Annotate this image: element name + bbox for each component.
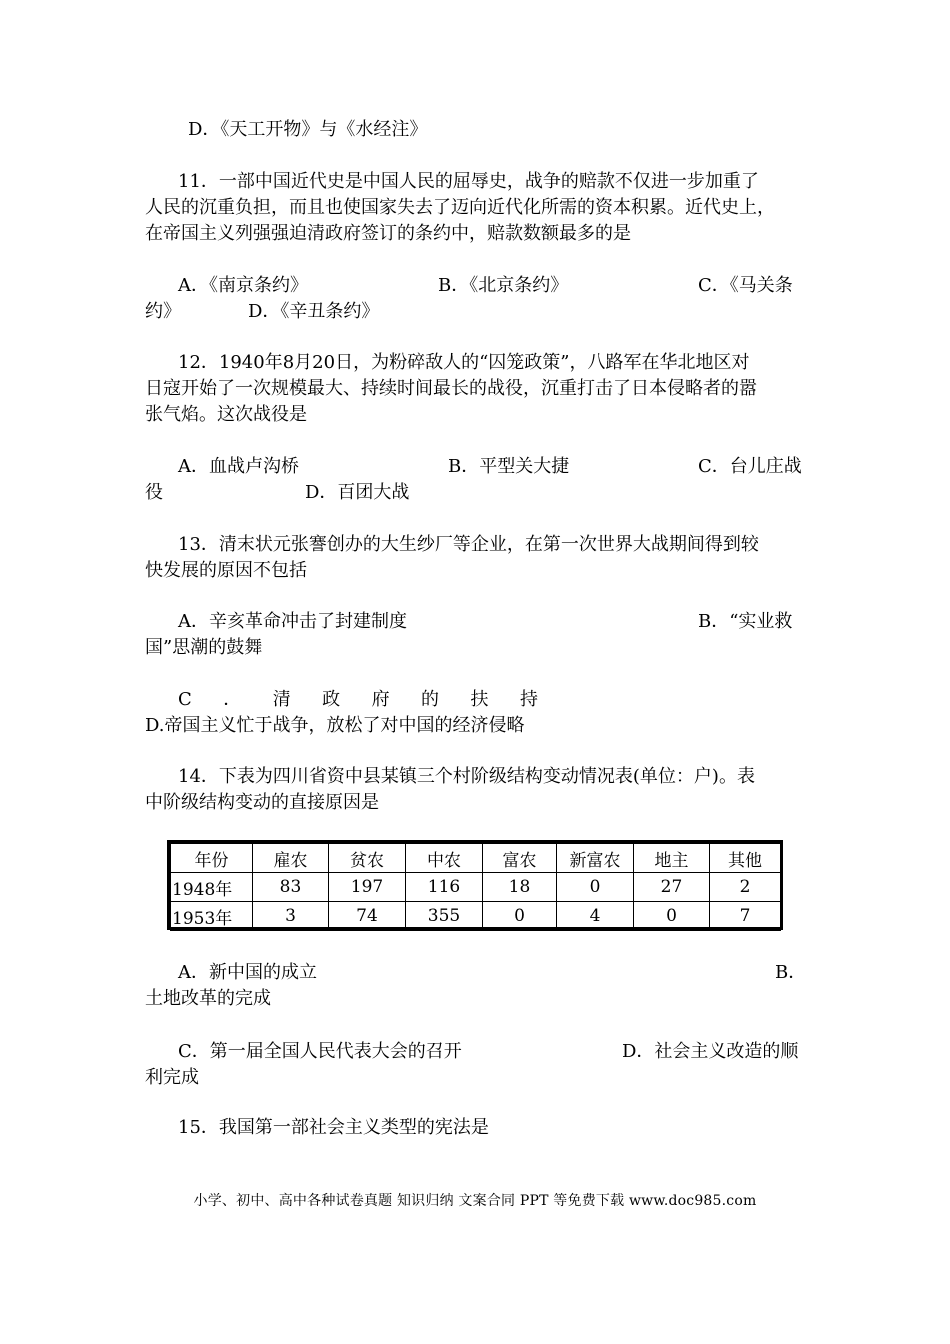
q11-option-a: A．《南京条约》 (178, 275, 308, 296)
q14-stem-line2: 中阶级结构变动的直接原因是 (145, 792, 379, 813)
table-cell: 0 (557, 873, 634, 902)
q11-option-b: B．《北京条约》 (438, 275, 569, 296)
q13-option-c-char: 政 (322, 689, 341, 710)
page-footer: 小学、初中、高中各种试卷真题 知识归纳 文案合同 PPT 等免费下载 www.doc985.com (193, 1193, 757, 1209)
q11-stem-line3: 在帝国主义列强强迫清政府签订的条约中，赔款数额最多的是 (145, 223, 631, 244)
q12-option-b: B．平型关大捷 (448, 456, 570, 477)
q11-stem-line1: 11．一部中国近代史是中国人民的屈辱史，战争的赔款不仅进一步加重了 (178, 171, 759, 192)
table-cell: 3 (253, 902, 329, 931)
table-cell: 83 (253, 873, 329, 902)
q14-option-d-part2: 利完成 (145, 1067, 199, 1088)
table-cell: 197 (329, 873, 406, 902)
q14-stem-line1: 14．下表为四川省资中县某镇三个村阶级结构变动情况表(单位：户)。表 (178, 766, 755, 787)
q13-option-c-char: 扶 (470, 689, 489, 710)
q12-option-d: D．百团大战 (305, 482, 410, 503)
q14-option-b-part2: 土地改革的完成 (145, 988, 271, 1009)
q13-option-d: D.帝国主义忙于战争，放松了对中国的经济侵略 (145, 715, 525, 736)
q10-option-d: D．《天工开物》与《水经注》 (188, 119, 428, 140)
table-header-cell: 新富农 (557, 844, 634, 873)
table-row (171, 902, 781, 931)
q13-option-c-char: C (178, 689, 192, 710)
class-structure-table (167, 840, 783, 930)
q12-stem-line1: 12．1940年8月20日，为粉碎敌人的“囚笼政策”，八路军在华北地区对 (178, 352, 750, 373)
table-cell: 74 (329, 902, 406, 931)
q13-option-c-char: 府 (371, 689, 390, 710)
table-cell: 18 (483, 873, 557, 902)
table-header-cell: 其他 (710, 844, 781, 873)
table-cell: 116 (406, 873, 483, 902)
q13-option-c-char: 持 (519, 689, 538, 710)
q13-option-a: A．辛亥革命冲击了封建制度 (178, 611, 407, 632)
q13-option-b-part2: 国”思潮的鼓舞 (145, 637, 263, 658)
table-cell: 1948年 (171, 873, 253, 902)
q12-option-a: A．血战卢沟桥 (178, 456, 299, 477)
table-cell: 27 (634, 873, 710, 902)
table-header-cell: 富农 (483, 844, 557, 873)
q13-option-c-char: 清 (272, 689, 291, 710)
q13-option-c-char: 的 (421, 689, 440, 710)
q13-stem-line2: 快发展的原因不包括 (145, 560, 307, 581)
q13-stem-line1: 13．清末状元张謇创办的大生纱厂等企业，在第一次世界大战期间得到较 (178, 534, 759, 555)
q12-stem-line3: 张气焰。这次战役是 (145, 404, 307, 425)
q14-option-b-part1: B． (775, 962, 807, 983)
q11-option-c-part1: C．《马关条 (698, 275, 793, 296)
table-header-cell: 年份 (171, 844, 253, 873)
table-header-row (171, 844, 781, 873)
q12-option-c-part2: 役 (145, 482, 163, 503)
table-row (171, 873, 781, 902)
table-cell: 355 (406, 902, 483, 931)
q13-option-b-part1: B．“实业救 (698, 611, 793, 632)
q12-stem-line2: 日寇开始了一次规模最大、持续时间最长的战役，沉重打击了日本侵略者的嚣 (145, 378, 757, 399)
q14-option-c: C．第一届全国人民代表大会的召开 (178, 1041, 462, 1062)
table-header-cell: 地主 (634, 844, 710, 873)
q14-option-a: A．新中国的成立 (178, 962, 317, 983)
table-cell: 0 (634, 902, 710, 931)
table-header-cell: 贫农 (329, 844, 406, 873)
table-cell: 4 (557, 902, 634, 931)
table-cell: 7 (710, 902, 781, 931)
q12-option-c-part1: C．台儿庄战 (698, 456, 802, 477)
table-header-cell: 中农 (406, 844, 483, 873)
q11-option-d: D．《辛丑条约》 (248, 301, 380, 322)
table-cell: 2 (710, 873, 781, 902)
q15-stem-line1: 15．我国第一部社会主义类型的宪法是 (178, 1117, 489, 1138)
q13-option-c-char: ． (223, 689, 242, 710)
q11-stem-line2: 人民的沉重负担，而且也使国家失去了迈向近代化所需的资本积累。近代史上， (145, 197, 775, 218)
q13-option-c (178, 687, 538, 713)
table-header-cell: 雇农 (253, 844, 329, 873)
table-cell: 0 (483, 902, 557, 931)
q14-option-d-part1: D．社会主义改造的顺 (622, 1041, 799, 1062)
q11-option-c-part2: 约》 (145, 301, 181, 322)
table-cell: 1953年 (171, 902, 253, 931)
